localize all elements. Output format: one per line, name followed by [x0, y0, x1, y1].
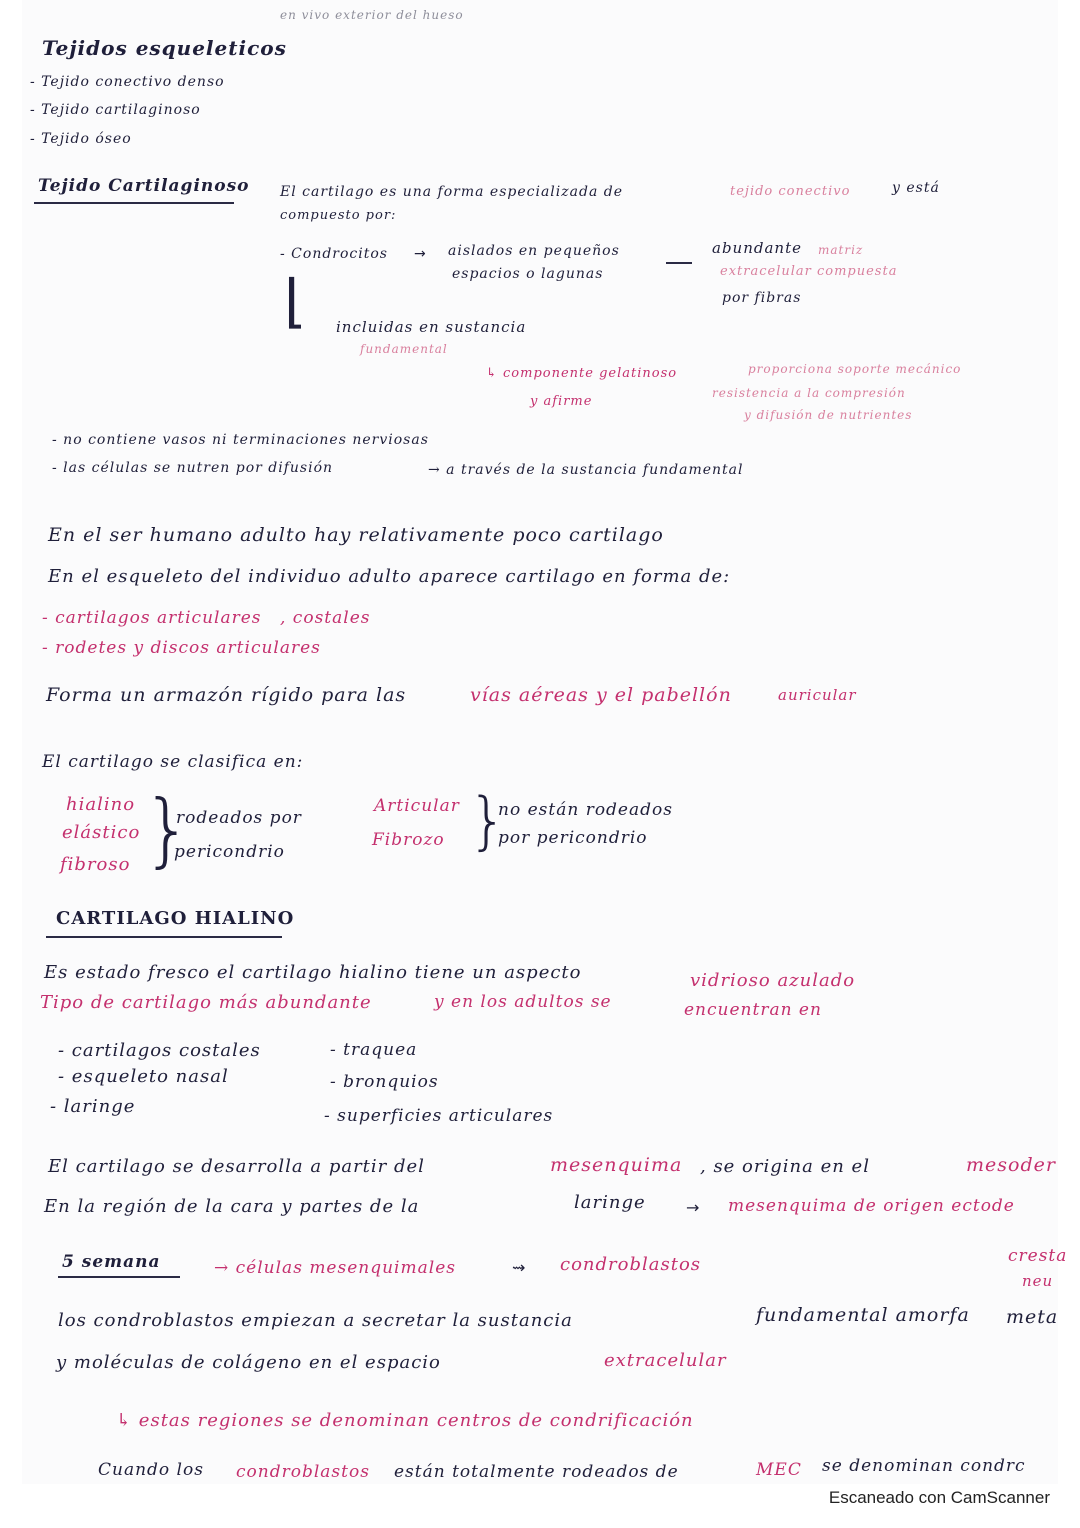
condroblastos-text: condroblastos — [560, 1254, 702, 1275]
heading-underline — [46, 936, 282, 938]
desarrollo-highlight: mesoder — [966, 1154, 1056, 1176]
forma-text: Forma un armazón rígido para las — [46, 684, 407, 706]
list-item: - cartilagos costales — [58, 1040, 261, 1061]
section-heading: CARTILAGO HIALINO — [56, 908, 295, 929]
adulto-line: En el ser humano adulto hay relativamente poco cartilago — [48, 524, 664, 546]
celulas-text: → células mesenquimales — [214, 1258, 456, 1278]
intro-highlight: tejido conectivo — [730, 184, 851, 199]
arrow-icon: → — [686, 1198, 700, 1217]
moleculas-text: y moléculas de colágeno en el espacio — [56, 1352, 441, 1373]
condrocitos-label: - Condrocitos — [280, 246, 388, 262]
forma-text: auricular — [778, 686, 857, 704]
cuando-highlight: MEC — [756, 1460, 802, 1480]
tipo-cartilago: fibroso — [60, 854, 131, 875]
proporciona-text: y difusión de nutrientes — [744, 408, 913, 422]
extracelular-text: extracelular compuesta — [720, 264, 898, 279]
clasifica-intro: El cartilago se clasifica en: — [42, 752, 304, 772]
no-rodeados-text: por pericondrio — [498, 828, 648, 848]
adulto-line: En el esqueleto del individuo adulto aparece cartilago en forma de: — [48, 566, 731, 587]
list-item: - Tejido óseo — [30, 131, 132, 147]
secretar-text: meta — [1006, 1306, 1059, 1328]
adulto-item: - cartilagos articulares — [42, 608, 262, 628]
region-text: laringe — [574, 1192, 646, 1213]
hialino-highlight: vidrioso azulado — [690, 970, 856, 991]
list-item: - traquea — [330, 1040, 418, 1060]
tipo-cartilago: hialino — [66, 794, 136, 815]
cuando-text: están totalmente rodeados de — [394, 1462, 679, 1482]
note-text: - las células se nutren por difusión — [52, 460, 334, 476]
brace-icon: } — [142, 783, 193, 876]
list-item: - laringe — [50, 1096, 136, 1117]
tipo-cartilago: Fibrozo — [372, 830, 445, 850]
intro-text: El cartilago es una forma especializada de — [280, 184, 623, 200]
semana-text: 5 semana — [62, 1252, 161, 1272]
desarrollo-text: , se origina en el — [700, 1156, 870, 1177]
forma-text: vías aéreas y el pabellón — [470, 684, 732, 706]
rodeados-text: rodeados por — [176, 808, 302, 828]
secretar-text: los condroblastos empiezan a secretar la sustancia — [58, 1310, 573, 1331]
fibras-text: por fibras — [722, 290, 802, 306]
dash-connector — [666, 262, 692, 264]
heading-underline — [34, 202, 234, 204]
faded-header-text: en vivo exterior del hueso — [280, 8, 464, 22]
tipo-cartilago: elástico — [62, 822, 141, 843]
list-item: - bronquios — [330, 1072, 439, 1092]
page-title: Tejidos esqueleticos — [42, 36, 287, 60]
componente-text: y afirme — [530, 394, 593, 409]
neural-text: neu — [1022, 1272, 1054, 1290]
note-text: - no contiene vasos ni terminaciones nerviosas — [52, 432, 429, 448]
list-item: - Tejido cartilaginoso — [30, 102, 201, 118]
adulto-item: - rodetes y discos articulares — [42, 638, 321, 658]
arrow-icon: → — [414, 246, 426, 262]
tipo-cartilago: Articular — [374, 796, 460, 816]
secretar-text: fundamental amorfa — [756, 1304, 970, 1326]
cresta-text: cresta — [1008, 1246, 1068, 1266]
arrow-icon: ⇝ — [512, 1258, 526, 1277]
semana-underline — [58, 1276, 180, 1278]
componente-text: ↳ componente gelatinoso — [486, 366, 678, 381]
fundamental-text: fundamental — [360, 342, 448, 356]
scanned-page — [22, 0, 1068, 1484]
desarrollo-highlight: mesenquima — [550, 1154, 683, 1176]
hialino-text: Es estado fresco el cartilago hialino tiene un aspecto — [44, 962, 582, 983]
cuando-text: se denominan condrc — [822, 1456, 1026, 1476]
cuando-text: Cuando los — [98, 1460, 204, 1480]
camscanner-watermark: Escaneado con CamScanner — [828, 1488, 1050, 1507]
note-text: → a través de la sustancia fundamental — [428, 462, 744, 478]
brace-icon: } — [468, 784, 508, 857]
region-highlight: mesenquima de origen ectode — [728, 1196, 1015, 1216]
list-item: - superficies articulares — [324, 1106, 554, 1126]
rodeados-text: pericondrio — [174, 842, 285, 862]
intro-text: y está — [892, 180, 940, 196]
moleculas-highlight: extracelular — [604, 1350, 727, 1371]
desarrollo-text: El cartilago se desarrolla a partir del — [48, 1156, 425, 1177]
list-item: - esqueleto nasal — [58, 1066, 229, 1087]
region-text: En la región de la cara y partes de la — [44, 1196, 420, 1217]
bracket-icon: ⌊ — [284, 267, 307, 335]
intro-text: compuesto por: — [280, 208, 397, 223]
cuando-highlight: condroblastos — [236, 1462, 370, 1482]
hialino-highlight: y en los adultos se — [434, 992, 612, 1012]
incluidas-text: incluidas en sustancia — [336, 318, 527, 336]
abundante-text: abundante — [712, 239, 802, 257]
proporciona-text: resistencia a la compresión — [712, 386, 906, 400]
adulto-item: , costales — [280, 608, 371, 628]
aislados-text: aislados en pequeños — [448, 243, 620, 259]
section-heading: Tejido Cartilaginoso — [38, 176, 250, 196]
regiones-text: ↳ estas regiones se denominan centros de condrificación — [116, 1410, 694, 1431]
hialino-highlight: Tipo de cartilago más abundante — [40, 992, 372, 1013]
hialino-highlight: encuentran en — [684, 1000, 822, 1020]
matriz-text: matriz — [818, 243, 864, 257]
list-item: - Tejido conectivo denso — [30, 74, 225, 90]
no-rodeados-text: no están rodeados — [498, 800, 673, 820]
aislados-text: espacios o lagunas — [452, 266, 604, 282]
proporciona-text: proporciona soporte mecánico — [748, 362, 962, 376]
